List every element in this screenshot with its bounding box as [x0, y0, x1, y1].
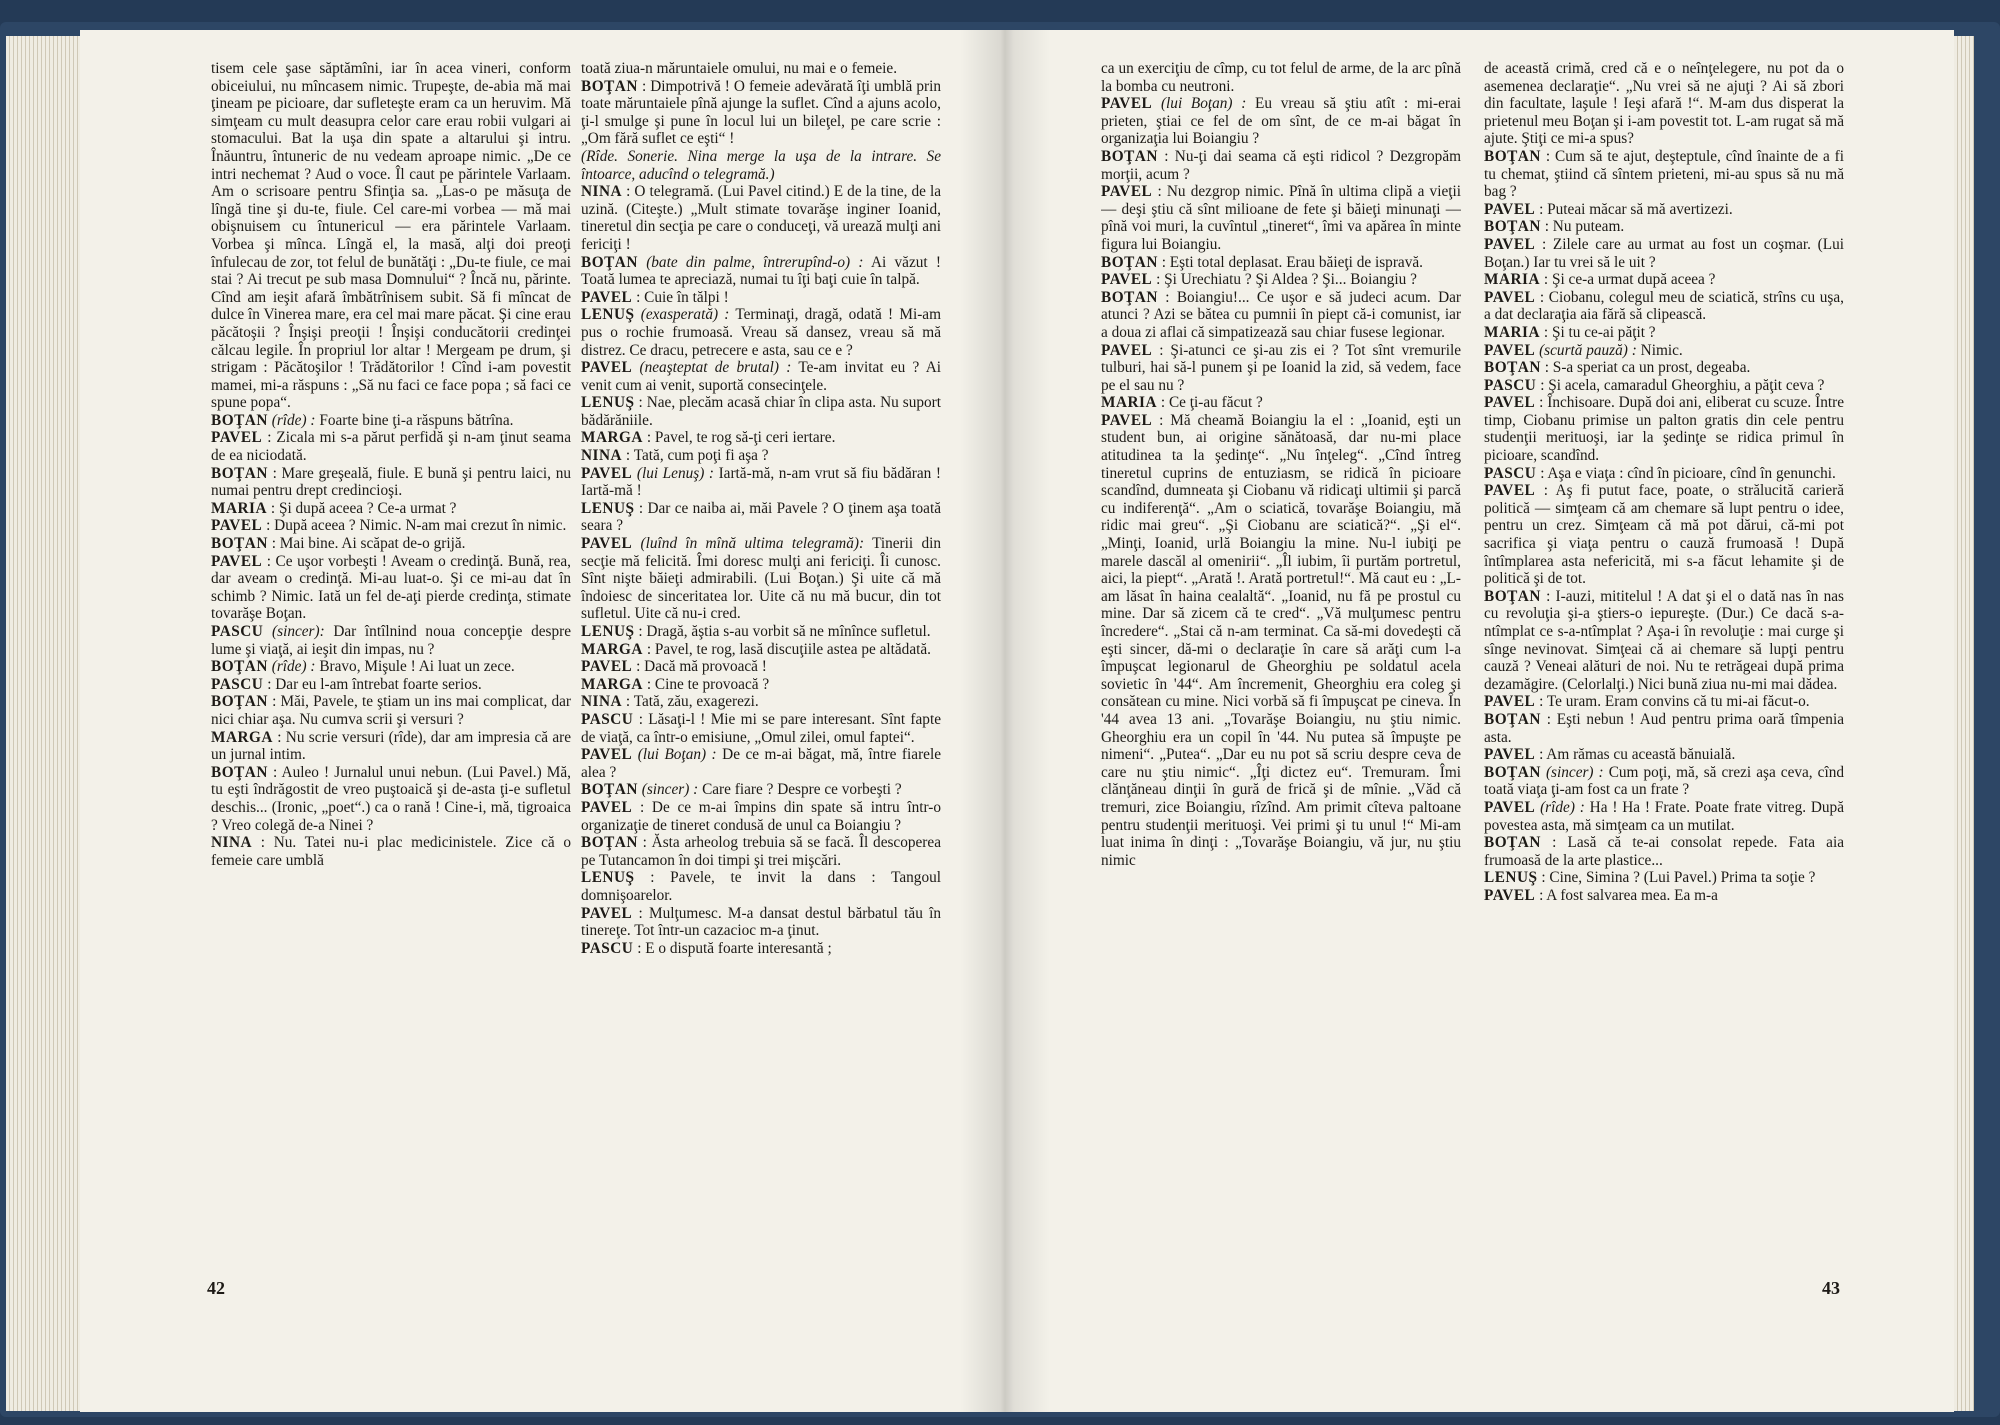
speaker-name: PAVEL — [1484, 341, 1536, 359]
dialogue-paragraph — [1484, 394, 1844, 464]
dialogue-paragraph — [211, 658, 571, 676]
speaker-name: MARGA — [581, 675, 643, 693]
dialogue-paragraph — [1484, 834, 1844, 869]
dialogue-paragraph — [581, 869, 941, 904]
dialogue-text: : După aceea ? Nimic. N-am mai crezut în nimic. — [266, 517, 567, 535]
stage-direction: (scurtă pauză) : — [1539, 341, 1637, 359]
speaker-name: MARGA — [581, 640, 643, 658]
dialogue-paragraph — [1101, 148, 1461, 183]
dialogue-paragraph — [1101, 183, 1461, 253]
dialogue-text: : Şi Urechiatu ? Şi Aldea ? Şi... Boiangiu ? — [1156, 271, 1417, 289]
dialogue-text: : Mai bine. Ai scăpat de-o grijă. — [271, 535, 466, 553]
dialogue-paragraph — [581, 306, 941, 359]
dialogue-text: : Nu. Tatei nu-i plac medicinistele. Zice că o femeie care umblă — [211, 834, 571, 869]
dialogue-text: : Boiangiu!... Ce uşor e să judeci acum. Dar atunci ? Azi se bătea cu pumnii în piept că-i comunist, iar a doua zi aflai că simpatizează sau chiar fusese legionar. — [1101, 288, 1461, 341]
speaker-name: PAVEL — [581, 746, 633, 764]
speaker-name: LENUŞ — [1484, 869, 1538, 887]
speaker-name: BOŢAN — [1101, 253, 1158, 271]
dialogue-paragraph — [1484, 588, 1844, 694]
speaker-name: PAVEL — [1484, 693, 1536, 711]
dialogue-text: : Tată, cum poţi fi aşa ? — [625, 447, 769, 465]
dialogue-text: : Nu scrie versuri (rîde), dar am impresia că are un jurnal intim. — [211, 728, 571, 764]
dialogue-paragraph — [211, 693, 571, 728]
stage-direction: (bate din palme, întrerupînd-o) : — [646, 253, 864, 271]
speaker-name: BOŢAN — [581, 77, 638, 95]
speaker-name: PAVEL — [1484, 746, 1536, 764]
dialogue-text: : Lăsaţi-l ! Mie mi se pare interesant. Sînt fapte de viaţă, ca într-o emisiune, „Omul zilei, omul faptei“. — [581, 710, 941, 746]
dialogue-paragraph — [581, 447, 941, 465]
dialogue-paragraph — [1101, 394, 1461, 412]
speaker-name: BOŢAN — [211, 658, 268, 676]
dialogue-text: Eu vreau să ştiu atît : mi-erai prieten, ştiai ce fel de om sînt, de ce m-ai băgat în organizaţia lui Boiangiu ? — [1101, 95, 1461, 148]
speaker-name: PAVEL — [581, 359, 633, 377]
dialogue-text: : Dar ce naiba ai, măi Pavele ? O ţinem aşa toată seara ? — [581, 499, 941, 535]
dialogue-paragraph — [1101, 95, 1461, 148]
speaker-name: NINA — [581, 183, 623, 201]
speaker-name: LENUŞ — [581, 869, 635, 887]
dialogue-text: : Nae, plecăm acasă chiar în clipa asta. Nu suport bădărăniile. — [581, 394, 941, 429]
dialogue-text: toată ziua-n măruntaiele omului, nu mai e o femeie. — [581, 60, 898, 77]
dialogue-paragraph — [1484, 869, 1844, 887]
speaker-name: PAVEL — [1484, 798, 1536, 816]
dialogue-text: tisem cele şase săptămîni, iar în acea vineri, conform obiceiului, nu mîncasem nimic. Trupeşte, de-abia mă mai ţineam pe picioare, dar sufleteşte eram ca un heruvim. Mă simţeam cu mult deasupra celor care erau robii vulgari ai stomacului. Bat la uşa din spate a altarului şi intru. Înăuntru, întuneric de nu vedeam aproape nimic. „De ce intri nechemat ? Aud o voce. Îl caut pe părintele Varlaam. Am o scrisoare pentru Sfinţia sa. „Las-o pe măsuţa de lîngă tine şi du-te, fiule. Cel care-mi vorbea — mă mai obişnuisem cu întunericul — era părintele Varlaam. Vorbea şi mînca. Lîngă el, la masă, alţi doi preoţi înfulecau de zor, tot felul de bunătăţi : „Du-te fiule, ce mai stai ? Ai trecut pe sub masa Domnului“ ? Încă nu, părinte. Cînd am ieşit afară îmbătrînisem subit. Să fi mîncat de dulce în Vinerea mare, era cel mai mare păcat. Şi cine erau păcătoşii ? Înşişi preoţii ! Înşişi conducătorii credinţei călcau legile. În propriul lor altar ! Mergeam pe drum, şi strigam : Păcătoşilor ! Trădătorilor ! Cînd i-am povestit mamei, mi-a răspuns : „Să nu faci ce face popa ; să faci ce spune popa“. — [211, 60, 571, 412]
dialogue-text: : Aşa e viaţa : cînd în picioare, cînd în genunchi. — [1540, 464, 1836, 482]
dialogue-text: Cum poţi, mă, să crezi aşa ceva, cînd toată viaţa ţi-am fost ca un frate ? — [1484, 763, 1844, 799]
dialogue-paragraph — [1101, 342, 1461, 395]
dialogue-paragraph — [211, 535, 571, 553]
speaker-name: PAVEL — [211, 517, 263, 535]
dialogue-text: : Cuie în tălpi ! — [636, 288, 729, 306]
dialogue-text: Tinerii din secţie mă felicită. Îmi doresc mulţi ani fericiţi. Îi cunosc. Sînt nişte băieţi admirabili. (Lui Boţan.) Şi uite că mă îndoiesc de sinceritatea lor. Uite că nu mă bucur, din tot sufletul. Uite că nu-i cred. — [581, 535, 941, 623]
dialogue-text: : Eşti total deplasat. Erau băieţi de ispravă. — [1161, 253, 1423, 271]
dialogue-text: : Lasă că te-ai consolat repede. Fata aia frumoasă de la arte plastice... — [1484, 834, 1844, 869]
speaker-name: PAVEL — [1101, 341, 1153, 359]
dialogue-paragraph — [1484, 218, 1844, 236]
speaker-name: PAVEL — [581, 798, 633, 816]
speaker-name: BOŢAN — [211, 693, 268, 711]
dialogue-text: Ha ! Ha ! Frate. Poate frate vitreg. După povestea asta, mă simţeam ca un mutilat. — [1484, 798, 1844, 834]
speaker-name: PAVEL — [581, 658, 633, 676]
text-column-4 — [1484, 60, 1844, 1305]
speaker-name: PAVEL — [1101, 95, 1153, 113]
dialogue-paragraph — [211, 60, 571, 412]
speaker-name: LENUŞ — [581, 623, 635, 640]
speaker-name: BOŢAN — [581, 253, 638, 271]
dialogue-paragraph — [581, 711, 941, 746]
dialogue-text: ca un exerciţiu de cîmp, cu tot felul de arme, de la arc pînă la bomba cu neutroni. — [1101, 60, 1461, 95]
dialogue-text: : Dacă mă provoacă ! — [636, 658, 767, 676]
speaker-name: LENUŞ — [581, 394, 635, 412]
dialogue-paragraph — [211, 465, 571, 500]
dialogue-paragraph — [581, 254, 941, 289]
dialogue-text: Dar întîlnind noua concepţie despre lume şi viaţă, ai ieşit din impas, nu ? — [211, 623, 571, 658]
dialogue-paragraph — [211, 729, 571, 764]
stage-direction: (lui Boţan) : — [637, 746, 717, 764]
dialogue-text: : Ăsta arheolog trebuia să se facă. Îl descoperea pe Tutancamon în doi timpi şi trei mişcări. — [581, 834, 941, 869]
stage-direction: (lui Boţan) : — [1160, 95, 1247, 113]
dialogue-paragraph — [1484, 465, 1844, 483]
dialogue-text: Care fiare ? Despre ce vorbeşti ? — [702, 781, 902, 799]
stage-direction: (sincer) : — [641, 781, 699, 799]
dialogue-text: : Am rămas cu această bănuială. — [1539, 746, 1736, 764]
dialogue-paragraph — [211, 623, 571, 658]
speaker-name: BOŢAN — [1484, 218, 1541, 236]
speaker-name: PAVEL — [211, 552, 263, 570]
speaker-name: PAVEL — [581, 904, 633, 922]
dialogue-text: : Închisoare. După doi ani, eliberat cu scuze. Între timp, Ciobanu primise un palton gratis din cele pentru studenţii merituoşi, iar la şedinţe se ridica primul în picioare, scandînd. — [1484, 394, 1844, 465]
dialogue-paragraph — [1484, 693, 1844, 711]
dialogue-paragraph — [581, 289, 941, 307]
speaker-name: NINA — [581, 693, 623, 711]
dialogue-paragraph — [581, 693, 941, 711]
speaker-name: PASCU — [1484, 376, 1537, 394]
dialogue-text: : Ciobanu, colegul meu de sciatică, strîns cu uşa, a dat declaraţia aia fără să clipească. — [1484, 288, 1844, 324]
dialogue-paragraph — [1484, 271, 1844, 289]
speaker-name: PAVEL — [581, 535, 633, 553]
stage-direction: (rîde) : — [271, 658, 316, 676]
speaker-name: BOŢAN — [581, 781, 638, 799]
speaker-name: PASCU — [581, 939, 634, 957]
speaker-name: PAVEL — [1484, 394, 1536, 412]
speaker-name: PAVEL — [1101, 183, 1153, 201]
speaker-name: PAVEL — [211, 429, 263, 447]
dialogue-text: : Măi, Pavele, te ştiam un ins mai complicat, dar nici chiar aşa. Nu cumva scrii şi versuri ? — [211, 693, 571, 728]
speaker-name: PAVEL — [1484, 200, 1536, 218]
text-column-3 — [1101, 60, 1461, 1305]
stage-direction: (luînd în mînă ultima telegramă): — [640, 535, 865, 553]
dialogue-paragraph — [581, 148, 941, 183]
dialogue-text: : Auleo ! Jurnalul unui nebun. (Lui Pavel.) Mă, tu eşti îndrăgostit de vreo puştoaică şi de-asta ţi-e sufletul deschis... (Ironic, „poet“.) ca o rană ! Cine-i, mă, tigroaica ? Vreo colegă de-a Ninei ? — [211, 763, 571, 834]
dialogue-paragraph — [581, 535, 941, 623]
dialogue-paragraph — [211, 429, 571, 464]
dialogue-paragraph — [581, 465, 941, 500]
speaker-name: BOŢAN — [211, 535, 268, 553]
speaker-name: PAVEL — [581, 288, 633, 306]
speaker-name: MARIA — [211, 499, 268, 517]
speaker-name: PAVEL — [581, 464, 633, 482]
dialogue-text: : Te uram. Eram convins că tu mi-ai făcut-o. — [1539, 693, 1810, 711]
dialogue-paragraph — [581, 834, 941, 869]
dialogue-paragraph — [1101, 412, 1461, 869]
dialogue-paragraph — [1101, 254, 1461, 272]
dialogue-paragraph — [211, 834, 571, 869]
dialogue-paragraph — [581, 658, 941, 676]
dialogue-text: : Aş fi putut face, poate, o strălucită carieră politică — simţeam că am chemare să lupt pentru o idee, pentru un crez. Simţeam că mă pot dărui, că-mi pot sacrifica şi viaţa pentru o cauză frumoasă ! După întîmplarea asta nefericită, mi s-a făcut lehamite şi de politică şi de tot. — [1484, 482, 1844, 588]
speaker-name: BOŢAN — [1484, 587, 1541, 605]
speaker-name: BOŢAN — [1484, 710, 1541, 728]
dialogue-paragraph — [581, 78, 941, 148]
dialogue-text: : Mă cheamă Boiangiu la el : „Ioanid, eşti un student bun, ai origine sănătoasă, dar nu-mi place atitudinea ta la şedinţe“. „Nu înţeleg“. „Cînd întreg tineretul cuprins de entuziasm, se ridică în picioare scandînd, dumneata şi Ciobanu vă ridicaţi ultimii şi parcă cu indiferenţă“. „Am o sciatică, tovarăşe Boiangiu, mă ridic mai greu“. „Şi Ciobanu are sciatică?“. „Şi el“. „Minţi, Ioanid, urlă Boiangiu la mine. Nu-l iubiţi pe marele dascăl al omenirii“. „Îl iubim, îi purtăm portretul, aici, la piept“. „Arată !. Arată portretul!“. Mă caut eu : „L-am lăsat în haina cealaltă“. „Ioanid, nu fă pe prostul cu mine. Dar să zicem că te cred“. „Vă mulţumesc pentru încredere“. „Stai că n-am terminat. Ca să-mi dovedeşti că eşti sincer, dă-mi o declaraţie în care să arăţi cum l-a împuşcat legionarul de Gheorghiu pe soldatul acela sovietic în '44“. Am încremenit, Gheorghiu era coleg şi consătean cu mine. Nici vorbă să fi împuşcat pe cineva. În '44 avea 13 ani. „Tovarăşe Boiangiu, nu ştiu nimic. Gheorghiu era un copil în '44. Nu putea să împuşte pe nimeni“. „Puteа“. „Dar eu nu pot să scriu despre ceva de care nu ştiu nimic“. „Îţi dictez eu“. Tremuram. Îmi clănţăneau dinţii în gură de frică şi de mînie. „Văd că tremuri, zice Boiangiu, rîzînd. Am primit cîteva paltoane pentru studenţii merituoşi. Vei primi şi tu unul !“ Mi-am luat inima în dinţi : „Tovarăşe Boiangiu, vă jur, nu ştiu nimic — [1101, 411, 1461, 869]
dialogue-text: : Nu-ţi dai seama că eşti ridicol ? Dezgropăm morţii, acum ? — [1101, 147, 1461, 183]
speaker-name: BOŢAN — [211, 464, 268, 482]
speaker-name: NINA — [211, 834, 253, 852]
dialogue-text: Te-am invitat eu ? Ai venit cum ai venit, suportă consecinţele. — [581, 359, 941, 394]
stage-direction: (Rîde. Sonerie. Nina merge la uşa de la intrare. Se întoarce, aducînd o telegramă.) — [581, 147, 941, 183]
dialogue-text: : Mulţumesc. M-a dansat destul bărbatul tău în tinereţe. Tot într-un cazacioc m-a ţinut. — [581, 904, 941, 940]
speaker-name: NINA — [581, 447, 623, 465]
dialogue-paragraph — [1484, 324, 1844, 342]
dialogue-paragraph — [1484, 799, 1844, 834]
dialogue-text: : Cine te provoacă ? — [646, 675, 770, 693]
dialogue-text: : Şi tu ce-ai păţit ? — [1543, 323, 1656, 341]
speaker-name: PAVEL — [1101, 271, 1153, 289]
dialogue-paragraph — [1484, 236, 1844, 271]
speaker-name: BOŢAN — [1101, 147, 1158, 165]
stage-direction: (sincer): — [272, 623, 325, 640]
dialogue-text: : Dimpotrivă ! O femeie adevărată îţi umblă prin toate măruntaiele pînă ajunge la suflet. Cînd a ajuns acolo, ţi-l smulge şi pune în locul lui un bileţel, pe care scrie : „Om fără suflet ce eşti“ ! — [581, 77, 941, 148]
speaker-name: MARIA — [1484, 323, 1541, 341]
speaker-name: PAVEL — [1484, 288, 1536, 306]
dialogue-text: : Tată, zău, exagerezi. — [625, 693, 759, 711]
dialogue-text: : Eşti nebun ! Aud pentru prima oară tîmpenia asta. — [1484, 710, 1844, 746]
text-column-1 — [211, 60, 571, 1305]
page-number-right: 43 — [1822, 1278, 1840, 1298]
dialogue-paragraph — [581, 183, 941, 253]
dialogue-text: : Cine, Simina ? (Lui Pavel.) Prima ta soţie ? — [1541, 869, 1816, 887]
speaker-name: PAVEL — [1101, 411, 1153, 429]
dialogue-paragraph — [1484, 482, 1844, 588]
dialogue-text: : Puteai măcar să mă avertizezi. — [1539, 200, 1733, 218]
dialogue-text: : Zicala mi s-a părut perfidă şi n-am ţinut seama de ea niciodată. — [211, 429, 571, 465]
speaker-name: BOŢAN — [211, 763, 268, 781]
speaker-name: MARIA — [1101, 394, 1158, 412]
dialogue-paragraph — [581, 394, 941, 429]
dialogue-text: : O telegramă. (Lui Pavel citind.) E de la tine, de la uzină. (Citeşte.) „Mult stimate tovarăşe inginer Ioanid, tineretul din secţia pe care o conduceţi, vă urează mulţi ani fericiţi ! — [581, 183, 941, 253]
dialogue-paragraph — [581, 500, 941, 535]
dialogue-text: Ai văzut ! Toată lumea te apreciază, numai tu îţi baţi cuie în talpă. — [581, 253, 941, 289]
dialogue-paragraph — [1101, 60, 1461, 95]
dialogue-text: : Dar eu l-am întrebat foarte serios. — [267, 675, 482, 693]
dialogue-text: : Ce ţi-au făcut ? — [1160, 394, 1263, 412]
dialogue-paragraph — [1484, 201, 1844, 219]
dialogue-text: : Şi acela, camaradul Gheorghiu, a păţit ceva ? — [1540, 376, 1825, 394]
page-number-left: 42 — [207, 1278, 225, 1298]
dialogue-paragraph — [1484, 60, 1844, 148]
dialogue-text: De ce m-ai băgat, mă, între fiarele alea ? — [581, 746, 941, 781]
speaker-name: BOŢAN — [211, 411, 268, 429]
dialogue-text: : Nu dezgrop nimic. Pînă în ultima clipă a vieţii — deşi ştiu că sînt milioane de fete şi băieţi minunaţi — pînă voi muri, la cuvîntul „tineret“, îmi va apărea în minte figura lui Boiangiu. — [1101, 183, 1461, 253]
speaker-name: BOŢAN — [1484, 834, 1541, 852]
dialogue-text: : Pavel, te rog, lasă discuţiile astea pe altădată. — [646, 640, 931, 658]
dialogue-text: : Dragă, ăştia s-au vorbit să ne mînînce sufletul. — [638, 623, 931, 640]
speaker-name: LENUŞ — [581, 306, 635, 324]
stage-direction: (exasperată) : — [640, 306, 730, 324]
dialogue-paragraph — [1484, 289, 1844, 324]
dialogue-text: : I-auzi, mititelul ! A dat şi el o dată nas în nas cu revoluţia şi-a ştiers-o iepureşte. (Dur.) Ce dacă s-a-ntîmplat ce s-a-ntîmplat ? Aşa-i în revoluţie : mai curge şi sînge nevinovat. Simţeai că ai chemare să lupţi pentru cauză ? Veneai alături de noi. Nu te retrăgeai după prima dezamăgire. (Celorlalţi.) Nici bună ziua nu-mi mai dădea. — [1484, 587, 1844, 693]
dialogue-paragraph — [581, 60, 941, 78]
dialogue-paragraph — [1484, 377, 1844, 395]
dialogue-paragraph — [211, 500, 571, 518]
dialogue-text: : De ce m-ai împins din spate să intru într-o organizaţie de tineret condusă de unul ca Boiangiu ? — [581, 798, 941, 834]
dialogue-paragraph — [1101, 271, 1461, 289]
dialogue-text: : Zilele care au urmat au fost un coşmar. (Lui Boţan.) Iar tu vrei să le uit ? — [1484, 235, 1844, 271]
dialogue-text: : Cum să te ajut, deşteptule, cînd înainte de a fi tu chemat, ştiind că sîntem prieteni, mi-au spus să nu mă bag ? — [1484, 147, 1844, 201]
dialogue-paragraph — [211, 412, 571, 430]
speaker-name: PAVEL — [1484, 235, 1536, 253]
dialogue-paragraph — [1484, 746, 1844, 764]
speaker-name: PASCU — [1484, 464, 1537, 482]
dialogue-text: : Nu puteam. — [1544, 218, 1625, 236]
speaker-name: BOŢAN — [1484, 763, 1541, 781]
speaker-name: MARIA — [1484, 271, 1541, 289]
dialogue-paragraph — [581, 359, 941, 394]
speaker-name: BOŢAN — [581, 834, 638, 852]
dialogue-paragraph — [581, 641, 941, 659]
dialogue-text: : Pavele, te invit la dans : Tangoul domnişoarelor. — [581, 869, 941, 904]
dialogue-paragraph — [581, 905, 941, 940]
dialogue-paragraph — [581, 940, 941, 958]
dialogue-text: : E o dispută foarte interesantă ; — [637, 939, 832, 957]
stage-direction: (rîde) : — [1540, 798, 1585, 816]
dialogue-text: de această crimă, cred că e o neînţelegere, nu pot da o asemenea declaraţie“. „Nu vrei să ne ajuţi ? Ai să zbori din facultate, laşule ! Ieşi afară !“. M-am dus disperat la prietenul meu Boţan şi i-am povestit tot. L-am rugat să mă ajute. Ştiţi ce mi-a spus? — [1484, 60, 1844, 148]
dialogue-paragraph — [1484, 342, 1844, 360]
dialogue-text: : Şi-atunci ce şi-au zis ei ? Tot sînt vremurile tulburi, hai să-l punem şi pe Ioanid la zid, să vedem, face pe el sau nu ? — [1101, 341, 1461, 394]
speaker-name: PASCU — [581, 710, 634, 728]
dialogue-paragraph — [581, 623, 941, 641]
speaker-name: BOŢAN — [1484, 359, 1541, 377]
speaker-name: MARGA — [581, 429, 643, 447]
dialogue-text: Iartă-mă, n-am vrut să fiu bădăran ! Iartă-mă ! — [581, 464, 941, 500]
dialogue-paragraph — [211, 676, 571, 694]
speaker-name: LENUŞ — [581, 499, 635, 517]
dialogue-text: Foarte bine ţi-a răspuns bătrîna. — [319, 411, 514, 429]
text-column-2 — [581, 60, 941, 1305]
dialogue-paragraph — [581, 799, 941, 834]
speaker-name: PASCU — [211, 675, 264, 693]
dialogue-paragraph — [1484, 887, 1844, 905]
dialogue-text: : Şi ce-a urmat după aceea ? — [1543, 271, 1716, 289]
stage-direction: (sincer) : — [1545, 763, 1604, 781]
dialogue-text: Terminaţi, dragă, odată ! Mi-am pus o rochie frumoasă. Vreau să dansez, vreau să mă distrez. Ce dracu, petrecere e asta, sau ce e ? — [581, 306, 941, 359]
dialogue-text: : Şi după aceea ? Ce-a urmat ? — [270, 499, 457, 517]
dialogue-text: : S-a speriat ca un prost, degeaba. — [1544, 359, 1751, 377]
dialogue-paragraph — [1484, 359, 1844, 377]
speaker-name: BOŢAN — [1484, 147, 1541, 165]
dialogue-paragraph — [581, 746, 941, 781]
dialogue-paragraph — [581, 781, 941, 799]
dialogue-paragraph — [581, 429, 941, 447]
dialogue-paragraph — [211, 517, 571, 535]
dialogue-text: Nimic. — [1640, 341, 1683, 359]
speaker-name: PAVEL — [1484, 482, 1536, 500]
dialogue-paragraph — [1484, 764, 1844, 799]
speaker-name: MARGA — [211, 728, 273, 746]
stage-direction: (neaşteptat de brutal) : — [639, 359, 792, 377]
dialogue-paragraph — [211, 553, 571, 623]
dialogue-text: : Mare greşeală, fiule. E bună şi pentru laici, nu numai pentru drept credincioşi. — [211, 464, 571, 500]
dialogue-text: : Ce uşor vorbeşti ! Aveam o credinţă. Bună, rea, dar aveam o credinţă. Mi-au luat-o. Şi ce mi-au dat în schimb ? Nimic. Iată un fel de-aţi pierde credinţa, stimate tovarăşe Boţan. — [211, 552, 571, 623]
stage-direction: (lui Lenuş) : — [636, 464, 714, 482]
dialogue-paragraph — [581, 676, 941, 694]
dialogue-text: Bravo, Mişule ! Ai luat un zece. — [319, 658, 515, 676]
dialogue-text: : A fost salvarea mea. Ea m-a — [1539, 886, 1718, 904]
speaker-name: BOŢAN — [1101, 288, 1158, 306]
dialogue-paragraph — [1484, 711, 1844, 746]
speaker-name: PASCU — [211, 623, 264, 640]
dialogue-paragraph — [211, 764, 571, 834]
dialogue-text: : Pavel, te rog să-ţi ceri iertare. — [646, 429, 836, 447]
stage-direction: (rîde) : — [271, 411, 316, 429]
dialogue-paragraph — [1101, 289, 1461, 342]
speaker-name: PAVEL — [1484, 886, 1536, 904]
dialogue-paragraph — [1484, 148, 1844, 201]
